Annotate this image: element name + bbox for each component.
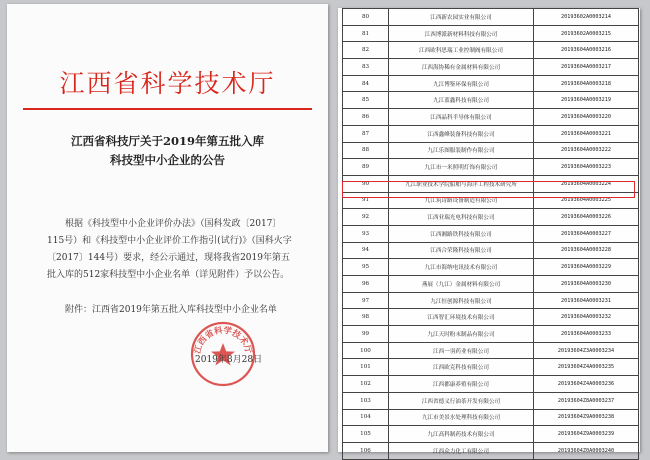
row-number: 84 xyxy=(343,75,389,92)
registration-code: 20193604A0003225 xyxy=(534,192,639,209)
table-row xyxy=(343,292,639,309)
registration-code: 20193602A0003214 xyxy=(534,9,639,26)
company-name: 九江天时粉末制品有限公司 xyxy=(389,326,534,343)
table-row xyxy=(343,376,639,393)
row-number: 80 xyxy=(343,9,389,26)
company-name: 江西新农园实业有限公司 xyxy=(389,9,534,26)
table-row xyxy=(343,326,639,343)
table-row xyxy=(343,109,639,126)
announcement-title xyxy=(7,132,328,170)
row-number: 92 xyxy=(343,209,389,226)
row-number: 81 xyxy=(343,25,389,42)
table-row xyxy=(343,342,639,359)
table-row xyxy=(343,125,639,142)
company-name: 江西欧科思瑞工业控制阀有限公司 xyxy=(389,42,534,59)
company-name: 江西湘路铁科技有限公司 xyxy=(389,225,534,242)
company-name: 江西海协稀有金属材料有限公司 xyxy=(389,59,534,76)
row-number: 96 xyxy=(343,276,389,293)
registration-code: 20193604A0003219 xyxy=(534,92,639,109)
table-row xyxy=(343,25,639,42)
company-name: 九江蓝鑫科技有限公司 xyxy=(389,92,534,109)
registration-code: 20193604A0003217 xyxy=(534,59,639,76)
registration-code: 20193604A0003232 xyxy=(534,309,639,326)
company-name: 九江乐图服装制作有限公司 xyxy=(389,142,534,159)
registration-code: 20193602A0003215 xyxy=(534,25,639,42)
row-number: 99 xyxy=(343,326,389,343)
company-name: 江西一羽药业有限公司 xyxy=(389,342,534,359)
company-name: 九江筑诗路设备制造有限公司 xyxy=(389,192,534,209)
row-number: 87 xyxy=(343,125,389,142)
registration-code: 20193604A0003223 xyxy=(534,159,639,176)
row-number: 83 xyxy=(343,59,389,76)
sign-date: 2019年8月28日 xyxy=(195,355,263,365)
registration-code: 20193604Z9A0003238 xyxy=(534,409,639,426)
row-number: 97 xyxy=(343,292,389,309)
company-name: 江西省德义行油茶开发有限公司 xyxy=(389,392,534,409)
row-number: 100 xyxy=(343,342,389,359)
table-row xyxy=(343,75,639,92)
department-header: 江西省科学技术厅 xyxy=(59,69,276,98)
row-number: 90 xyxy=(343,175,389,192)
company-name: 江西合荣隆科技有限公司 xyxy=(389,242,534,259)
company-name: 九江职业技术学院船舶与海洋工程技术研究所 xyxy=(389,175,534,192)
company-name: 九江市一米照明灯饰有限公司 xyxy=(389,159,534,176)
registration-code: 20193604Z4A0003235 xyxy=(534,359,639,376)
company-name: 江西智汇环境技术有限公司 xyxy=(389,309,534,326)
company-name: 江西晶科半导体有限公司 xyxy=(389,109,534,126)
registration-code: 20193604A0003221 xyxy=(534,125,639,142)
row-number: 82 xyxy=(343,42,389,59)
row-number: 89 xyxy=(343,159,389,176)
row-number: 103 xyxy=(343,392,389,409)
row-number: 93 xyxy=(343,225,389,242)
attachment-note: 附件：江西省2019年第五批入库科技型中小企业名单 xyxy=(65,305,277,315)
registration-code: 20193604A0003229 xyxy=(534,259,639,276)
title-line-2: 科技型中小企业的公告 xyxy=(110,153,225,167)
company-table xyxy=(342,8,639,460)
announcement-page xyxy=(7,4,328,452)
registration-code: 20193604A0003227 xyxy=(534,225,639,242)
table-row xyxy=(343,259,639,276)
row-number: 98 xyxy=(343,309,389,326)
registration-code: 20193604Z3A0003234 xyxy=(534,342,639,359)
registration-code: 20193604A0003216 xyxy=(534,42,639,59)
registration-code: 20193604A0003220 xyxy=(534,109,639,126)
table-row xyxy=(343,276,639,293)
company-name: 江西博派新材料科技有限公司 xyxy=(389,25,534,42)
table-row xyxy=(343,209,639,226)
row-number: 101 xyxy=(343,359,389,376)
registration-code: 20193604A0003218 xyxy=(534,75,639,92)
company-name: 江西业瑞光电科技有限公司 xyxy=(389,209,534,226)
row-number: 95 xyxy=(343,259,389,276)
row-number: 106 xyxy=(343,442,389,459)
table-row xyxy=(343,42,639,59)
company-name: 燕展（九江）金属材料有限公司 xyxy=(389,276,534,293)
registration-code: 20193604Z0A0003240 xyxy=(534,442,639,459)
row-number: 86 xyxy=(343,109,389,126)
announcement-body: 根据《科技型中小企业评价办法》（国科发政〔2017〕115号）和《科技型中小企业评价工作指引(试行)》（国科火字〔2017〕144号）要求，经公示通过，现将我省2019年第五批入库的512家科技型中小企业名单（详见附件）予以公告。 xyxy=(47,219,292,280)
company-name: 九江恒创源科技有限公司 xyxy=(389,292,534,309)
row-number: 91 xyxy=(343,192,389,209)
table-row xyxy=(343,225,639,242)
row-number: 85 xyxy=(343,92,389,109)
registration-code: 20193604A0003226 xyxy=(534,209,639,226)
registration-code: 20193604Z4A0003236 xyxy=(534,376,639,393)
seal-text: 江西省科学技术厅 xyxy=(192,325,254,355)
table-row xyxy=(343,142,639,159)
company-name: 九江博鉴环保有限公司 xyxy=(389,75,534,92)
registration-code: 20193604A0003231 xyxy=(534,292,639,309)
table-row xyxy=(343,59,639,76)
registration-code: 20193604A0003228 xyxy=(534,242,639,259)
company-name: 江西欧克科技有限公司 xyxy=(389,359,534,376)
registration-code: 20193604A0003222 xyxy=(534,142,639,159)
registration-code: 20193604A0003224 xyxy=(534,175,639,192)
table-row xyxy=(343,359,639,376)
table-row xyxy=(343,9,639,26)
registration-code: 20193604Z8A0003237 xyxy=(534,392,639,409)
row-highlight-box xyxy=(342,181,635,198)
table-row xyxy=(343,409,639,426)
row-number: 88 xyxy=(343,142,389,159)
company-name: 江西众力化工有限公司 xyxy=(389,442,534,459)
company-name: 江西都康养殖有限公司 xyxy=(389,376,534,393)
title-line-1: 江西省科技厅关于2019年第五批入库 xyxy=(70,134,264,148)
row-number: 94 xyxy=(343,242,389,259)
red-divider xyxy=(23,108,312,110)
registration-code: 20193604A0003233 xyxy=(534,326,639,343)
company-name: 九江高科制药技术有限公司 xyxy=(389,426,534,443)
table-row xyxy=(343,309,639,326)
table-row xyxy=(343,159,639,176)
row-number: 104 xyxy=(343,409,389,426)
registration-code: 20193604Z9A0003239 xyxy=(534,426,639,443)
table-row xyxy=(343,392,639,409)
row-number: 102 xyxy=(343,376,389,393)
company-list-page xyxy=(338,8,640,455)
table-row xyxy=(343,242,639,259)
row-number: 105 xyxy=(343,426,389,443)
table-row xyxy=(343,426,639,443)
company-name: 九江市海纳电讯技术有限公司 xyxy=(389,259,534,276)
company-name: 九江市美景水处理科技有限公司 xyxy=(389,409,534,426)
registration-code: 20193604A0003230 xyxy=(534,276,639,293)
table-row xyxy=(343,92,639,109)
company-name: 江西鑫峰装备科技有限公司 xyxy=(389,125,534,142)
table-row xyxy=(343,442,639,459)
